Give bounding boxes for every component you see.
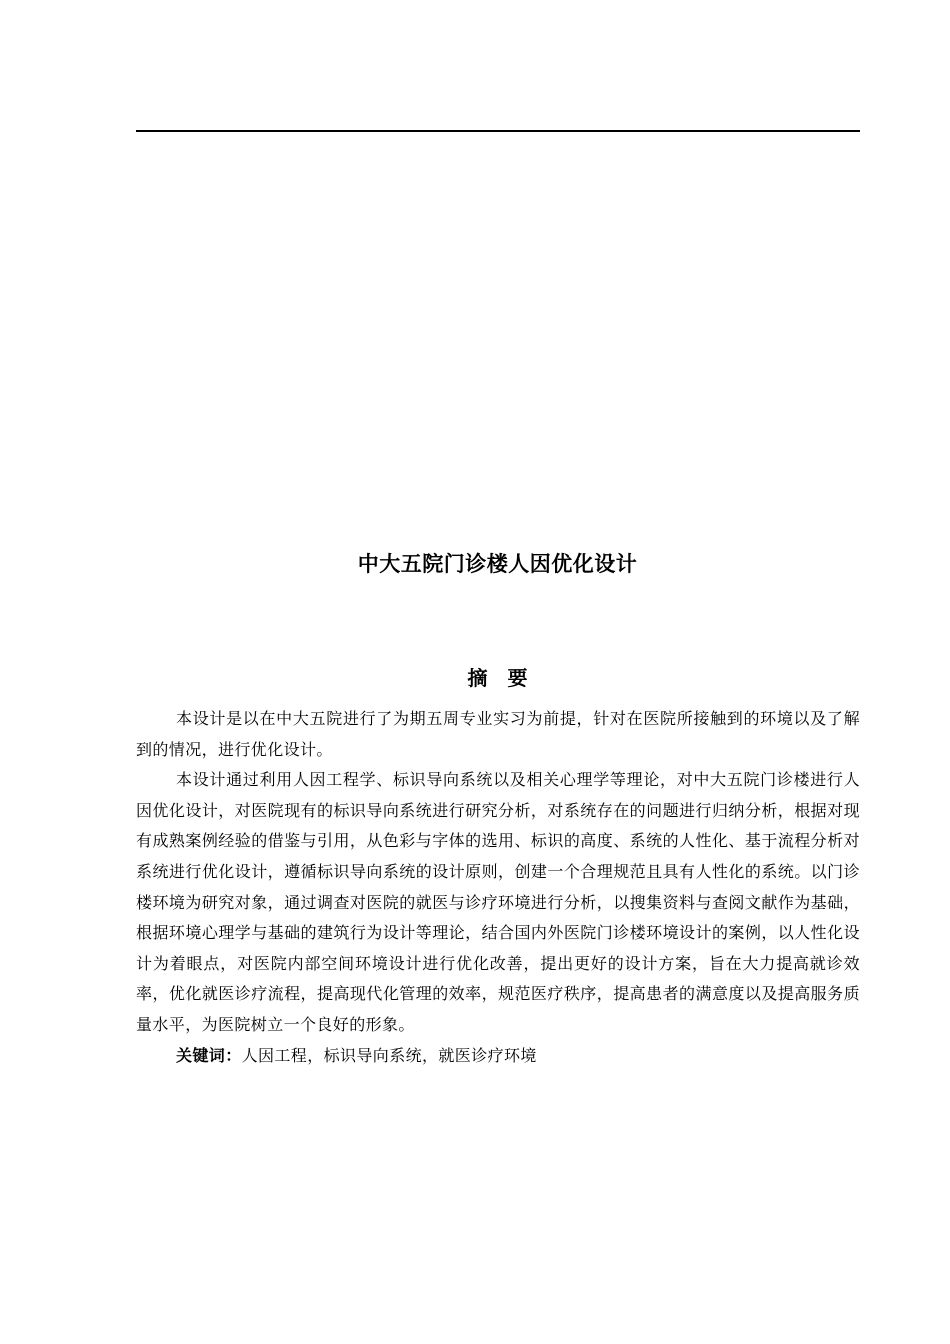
header-rule (136, 130, 860, 132)
keywords-label: 关键词： (176, 1045, 242, 1065)
abstract-body (136, 704, 860, 1071)
keywords-line (136, 1041, 860, 1072)
abstract-paragraph: 本设计通过利用人因工程学、标识导向系统以及相关心理学等理论，对中大五院门诊楼进行人因优化设计，对医院现有的标识导向系统进行研究分析，对系统存在的问题进行归纳分析，根据对现有成熟案例经验的借鉴与引用，从色彩与字体的选用、标识的高度、系统的人性化、基于流程分析对系统进行优化设计，遵循标识导向系统的设计原则，创建一个合理规范且具有人性化的系统。以门诊楼环境为研究对象，通过调查对医院的就医与诊疗环境进行分析，以搜集资料与查阅文献作为基础，根据环境心理学与基础的建筑行为设计等理论，结合国内外医院门诊楼环境设计的案例，以人性化设计为着眼点，对医院内部空间环境设计进行优化改善，提出更好的设计方案，旨在大力提高就诊效率，优化就医诊疗流程，提高现代化管理的效率，规范医疗秩序，提高患者的满意度以及提高服务质量水平，为医院树立一个良好的形象。 (136, 770, 860, 1034)
keywords-text: 人因工程，标识导向系统，就医诊疗环境 (241, 1045, 537, 1065)
abstract-heading: 摘 要 (467, 666, 528, 690)
document-title: 中大五院门诊楼人因优化设计 (357, 552, 638, 576)
abstract-paragraph: 本设计是以在中大五院进行了为期五周专业实习为前提，针对在医院所接触到的环境以及了解到的情况，进行优化设计。 (136, 709, 860, 759)
